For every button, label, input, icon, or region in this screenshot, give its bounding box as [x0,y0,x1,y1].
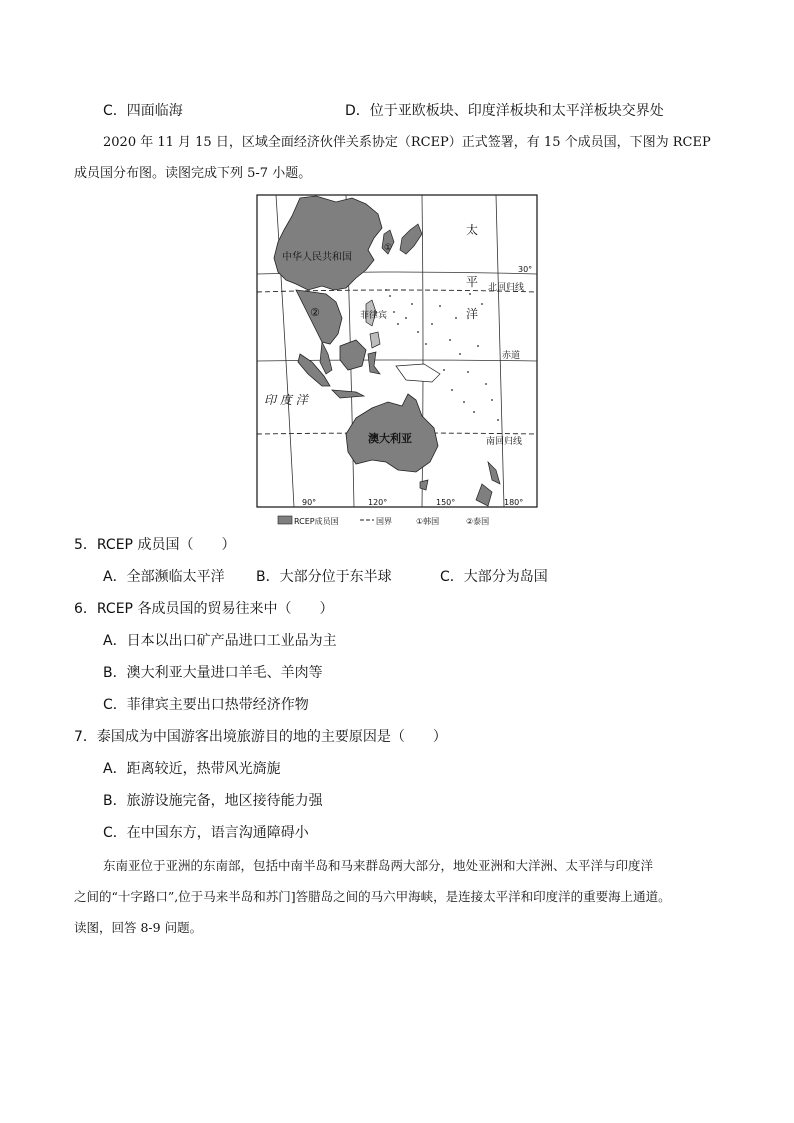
intro-line-2: 成员国分布图。读图完成下列 5-7 小题。 [74,166,312,181]
map-legend [278,516,489,526]
q5-option-b: B．大部分位于东半球 [256,569,392,585]
q7-option-c: C．在中国东方，语言沟通障碍小 [103,825,309,841]
lon-90-label: 90° [302,498,317,507]
indian-ocean-label: 印 度 洋 [264,393,308,407]
q6-option-c: C．菲律宾主要出口热带经济作物 [103,697,309,713]
pacific-label-3: 洋 [466,307,479,321]
lon-180-label: 180° [504,498,524,507]
legend-member-label: RCEP成员国 [294,517,339,526]
option-d-prev: D．位于亚欧板块、印度洋板块和太平洋板块交界处 [345,103,664,119]
korea-marker: ① [384,243,393,253]
philippines-label: 菲律宾 [360,311,388,321]
lon-150-label: 150° [436,498,456,507]
outro-line-3: 读图，回答 8-9 问题。 [74,920,203,935]
q5-stem: 5．RCEP 成员国（ ） [74,537,236,553]
pacific-label-2: 平 [466,275,479,289]
q6-option-b: B．澳大利亚大量进口羊毛、羊肉等 [103,665,323,681]
lat-30-label: 30° [518,265,533,274]
tropic-capricorn-label: 南回归线 [486,437,523,447]
pacific-label-1: 太 [466,223,479,237]
outro-line-2: 之间的“十字路口”,位于马来半岛和苏门]答腊岛之间的马六甲海峡，是连接太平洋和印度洋的重要海上通道。 [74,889,671,904]
australia-label: 澳大利亚 [368,432,412,445]
q5-option-a: A．全部濒临太平洋 [103,569,225,585]
legend-korea-label: ①韩国 [416,517,440,526]
legend-border-label: 国界 [376,517,392,526]
legend-member-swatch [278,516,292,524]
outro-line-1: 东南亚位于亚洲的东南部，包括中南半岛和马来群岛两大部分，地处亚洲和大洋洲、太平洋与印度洋 [103,858,654,873]
rcep-map [256,194,540,532]
equator-label: 赤道 [502,351,521,361]
thailand-marker: ② [310,306,320,319]
q5-option-c: C．大部分为岛国 [440,569,548,585]
legend-thailand-label: ②泰国 [466,517,490,526]
q7-stem: 7．泰国成为中国游客出境旅游目的地的主要原因是（ ） [74,729,447,745]
q7-option-a: A．距离较近，热带风光旖旎 [103,761,281,777]
intro-line-1: 2020 年 11 月 15 日，区域全面经济伙伴关系协定（RCEP）正式签署，有 15 个成员国，下图为 RCEP [103,135,711,150]
q7-option-b: B．旅游设施完备，地区接待能力强 [103,793,323,809]
china-label: 中华人民共和国 [282,252,352,263]
lon-120-label: 120° [368,498,388,507]
tropic-cancer-label: 北回归线 [488,283,525,293]
q6-stem: 6．RCEP 各成员国的贸易往来中（ ） [74,601,334,617]
q6-option-a: A．日本以出口矿产品进口工业品为主 [103,633,337,649]
option-c-prev: C．四面临海 [103,103,183,119]
